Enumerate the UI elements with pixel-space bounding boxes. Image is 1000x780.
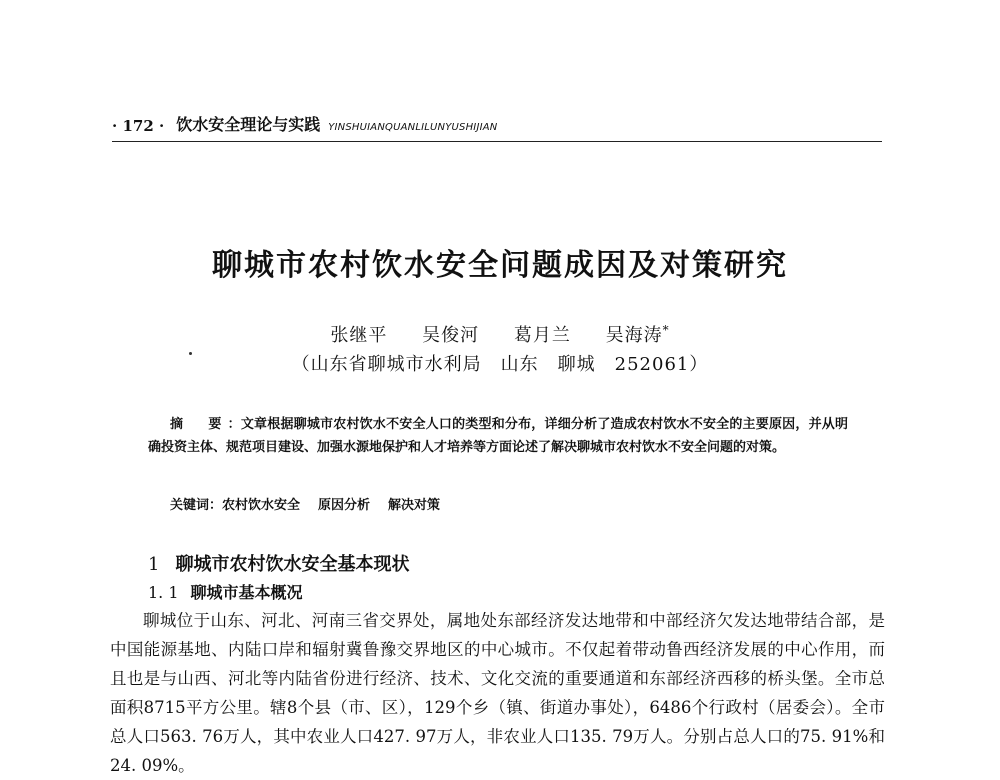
section-title: 聊城市农村饮水安全基本现状 [175,554,410,575]
keywords-label: 关键词： [170,498,223,513]
author-name: 张继平 [330,325,388,346]
author-mark: * [662,323,670,337]
abstract-text: ：文章根据聊城市农村饮水不安全人口的类型和分布，详细分析了造成农村饮水不安全的主要原因，并从明确投资主体、规范项目建设、加强水源地保护和人才培养等方面论述了解决聊城市农村饮水不安全问题的对策。 [148,417,848,455]
section-title: 聊城市基本概况 [190,583,303,602]
page-number: · 172 · [112,117,165,135]
author-name: 葛月兰 [513,325,571,346]
section-heading-1-1 [148,580,303,603]
author-name: 吴海涛* [605,323,670,346]
section-number: 1 [148,554,160,575]
abstract-label: 摘 要 [170,417,228,432]
author-name: 吴俊河 [422,325,480,346]
body-text [110,606,885,780]
keywords [170,494,458,513]
section-number: 1. 1 [148,583,179,602]
journal-pinyin: YINSHUIANQUANLILUNYUSHIJIAN [328,122,498,133]
author-list [0,321,1000,347]
abstract [148,413,848,459]
paragraph: 聊城位于山东、河北、河南三省交界处，属地处东部经济发达地带和中部经济欠发达地带结合部，是中国能源基地、内陆口岸和辐射冀鲁豫交界地区的中心城市。不仅起着带动鲁西经济发展的中心作用，而且也是与山西、河北等内陆省份进行经济、技术、文化交流的重要通道和东部经济西移的桥头堡。全市总面积8715平方公里。辖8个县（市、区），129个乡（镇、街道办事处），6486个行政村（居委会）。全市总人口563. 76万人，其中农业人口427. 97万人，非农业人口135. 79万人。分别占总人口的75. 91%和24. 09%。 [110,611,885,775]
journal-title: 饮水安全理论与实践 [176,115,321,134]
running-header [112,112,882,142]
keyword: 农村饮水安全 [222,498,301,513]
keyword: 解决对策 [388,498,441,513]
section-heading-1 [148,550,409,576]
keyword: 原因分析 [318,498,371,513]
paper-title: 聊城市农村饮水安全问题成因及对策研究 [212,248,788,283]
affiliation: （山东省聊城市水利局 山东 聊城 252061） [291,354,709,375]
